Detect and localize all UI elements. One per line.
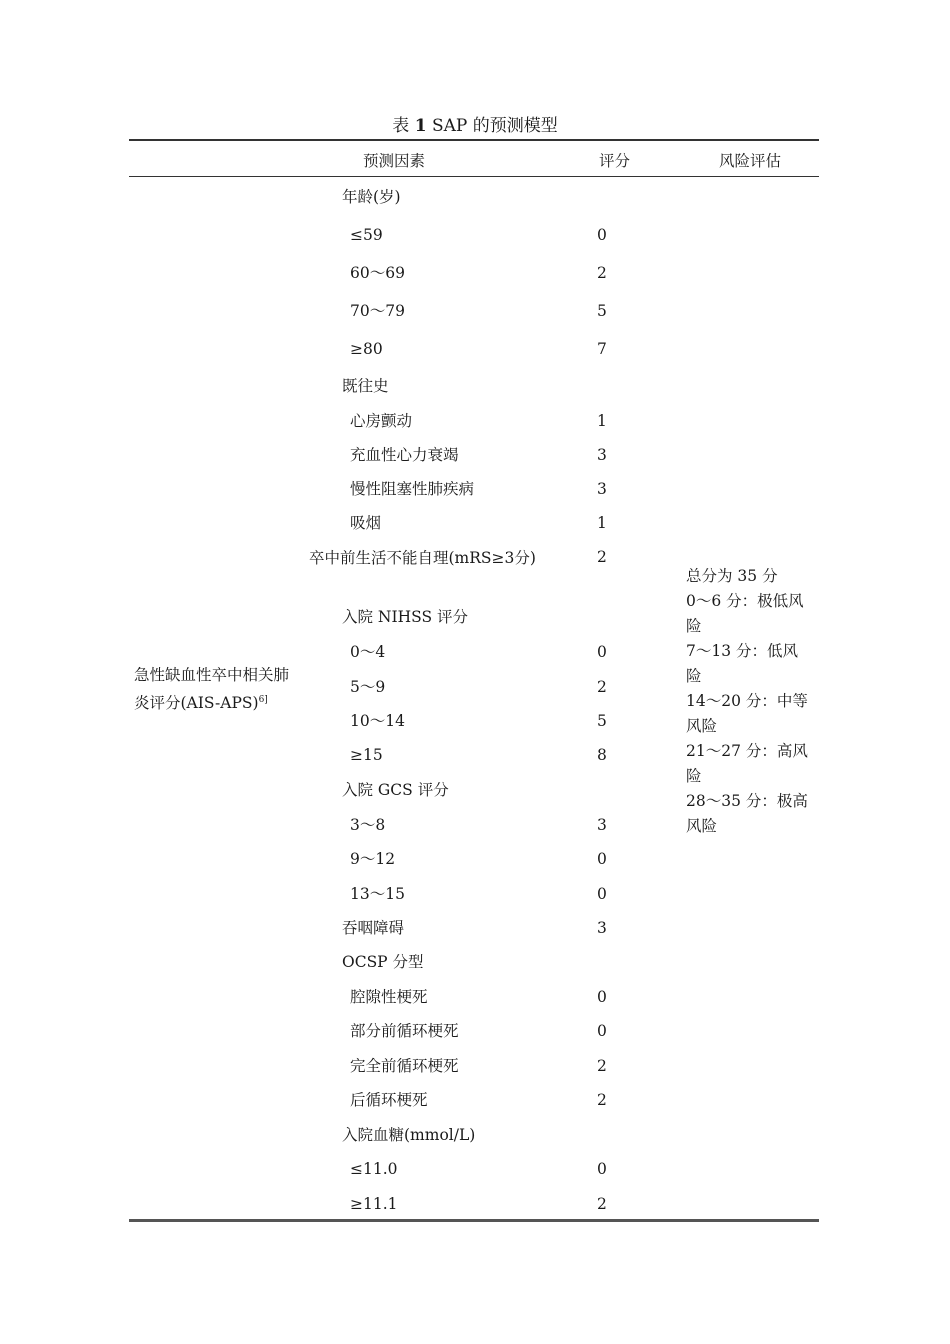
table-row — [0, 512, 950, 534]
table-row — [0, 224, 950, 246]
factor-label: 0～4 — [350, 643, 386, 661]
table-header-rule — [129, 176, 819, 177]
factor-score: 2 — [597, 264, 607, 282]
factor-label: OCSP 分型 — [342, 953, 424, 971]
factor-label: ≥15 — [350, 746, 383, 764]
table-row — [0, 1158, 950, 1180]
table-title — [0, 113, 950, 139]
risk-line: 14～20 分：中等风险 — [686, 692, 808, 735]
risk-assessment — [686, 564, 808, 839]
factor-score: 3 — [597, 816, 607, 834]
table-row — [0, 986, 950, 1008]
factor-score: 0 — [597, 885, 607, 903]
factor-label: 完全前循环梗死 — [350, 1057, 459, 1075]
factor-score: 0 — [597, 643, 607, 661]
factor-score: 2 — [597, 1091, 607, 1109]
factor-label: 部分前循环梗死 — [350, 1022, 459, 1040]
factor-score: 3 — [597, 919, 607, 937]
factor-score: 2 — [597, 1057, 607, 1075]
risk-line: 7～13 分：低风险 — [686, 642, 799, 685]
table-top-rule — [129, 139, 819, 141]
table-row — [0, 444, 950, 466]
table-title-prefix: 表 — [392, 116, 410, 136]
factor-score: 3 — [597, 480, 607, 498]
factor-label: 既往史 — [342, 377, 389, 395]
risk-line: 总分为 35 分 — [686, 567, 778, 585]
factor-score: 0 — [597, 850, 607, 868]
factor-label: 心房颤动 — [350, 412, 413, 430]
factor-label: ≤59 — [350, 226, 383, 244]
factor-label: 年龄(岁) — [342, 188, 401, 206]
category-label — [134, 663, 304, 716]
factor-label: 70～79 — [350, 302, 405, 320]
factor-label: 慢性阻塞性肺疾病 — [350, 480, 475, 498]
factor-score: 2 — [597, 1195, 607, 1213]
table-row — [0, 1020, 950, 1042]
factor-score: 2 — [597, 548, 607, 566]
table-row — [0, 917, 950, 939]
table-row — [0, 186, 950, 208]
factor-score: 5 — [597, 712, 607, 730]
factor-score: 2 — [597, 678, 607, 696]
factor-label: ≥80 — [350, 340, 383, 358]
table-row — [0, 1089, 950, 1111]
factor-label: 9～12 — [350, 850, 396, 868]
table-row — [0, 951, 950, 973]
factor-label: 入院 NIHSS 评分 — [342, 608, 469, 626]
header-factor: 预测因素 — [363, 152, 426, 170]
factor-score: 0 — [597, 988, 607, 1006]
header-risk: 风险评估 — [719, 152, 782, 170]
factor-label: ≥11.1 — [350, 1195, 398, 1213]
risk-line: 0～6 分：极低风险 — [686, 592, 804, 635]
factor-score: 8 — [597, 746, 607, 764]
risk-line: 28～35 分：极高风险 — [686, 792, 808, 835]
factor-label: 入院血糖(mmol/L) — [342, 1126, 476, 1144]
factor-label: ≤11.0 — [350, 1160, 398, 1178]
factor-score: 1 — [597, 514, 607, 532]
table-row — [0, 375, 950, 397]
factor-label: 60～69 — [350, 264, 405, 282]
factor-score: 5 — [597, 302, 607, 320]
table-title-number: 1 — [414, 116, 427, 136]
factor-label: 10～14 — [350, 712, 405, 730]
factor-label: 卒中前生活不能自理(mRS≥3分) — [309, 549, 536, 567]
category-label-text: 急性缺血性卒中相关肺炎评分(AIS-APS) — [134, 666, 290, 713]
factor-label: 3～8 — [350, 816, 386, 834]
factor-label: 腔隙性梗死 — [350, 988, 428, 1006]
factor-score: 0 — [597, 1022, 607, 1040]
table-row — [0, 300, 950, 322]
table-row — [0, 883, 950, 905]
factor-label: 入院 GCS 评分 — [342, 781, 449, 799]
table-row — [0, 478, 950, 500]
category-reference: 6] — [258, 695, 268, 705]
table-row — [0, 1124, 950, 1146]
factor-score: 1 — [597, 412, 607, 430]
table-row — [0, 1055, 950, 1077]
factor-label: 13～15 — [350, 885, 405, 903]
table-row — [0, 410, 950, 432]
factor-score: 0 — [597, 1160, 607, 1178]
factor-score: 3 — [597, 446, 607, 464]
table-row — [0, 1193, 950, 1215]
factor-label: 吸烟 — [350, 514, 382, 532]
table-row — [0, 338, 950, 360]
factor-score: 0 — [597, 226, 607, 244]
table-row — [0, 262, 950, 284]
header-score: 评分 — [599, 152, 631, 170]
risk-line: 21～27 分：高风险 — [686, 742, 808, 785]
factor-label: 后循环梗死 — [350, 1091, 428, 1109]
table-row — [0, 848, 950, 870]
table-bottom-rule — [129, 1219, 819, 1222]
factor-score: 7 — [597, 340, 607, 358]
factor-label: 吞咽障碍 — [342, 919, 405, 937]
table-title-text: SAP 的预测模型 — [431, 116, 558, 136]
factor-label: 充血性心力衰竭 — [350, 446, 459, 464]
factor-label: 5～9 — [350, 678, 386, 696]
